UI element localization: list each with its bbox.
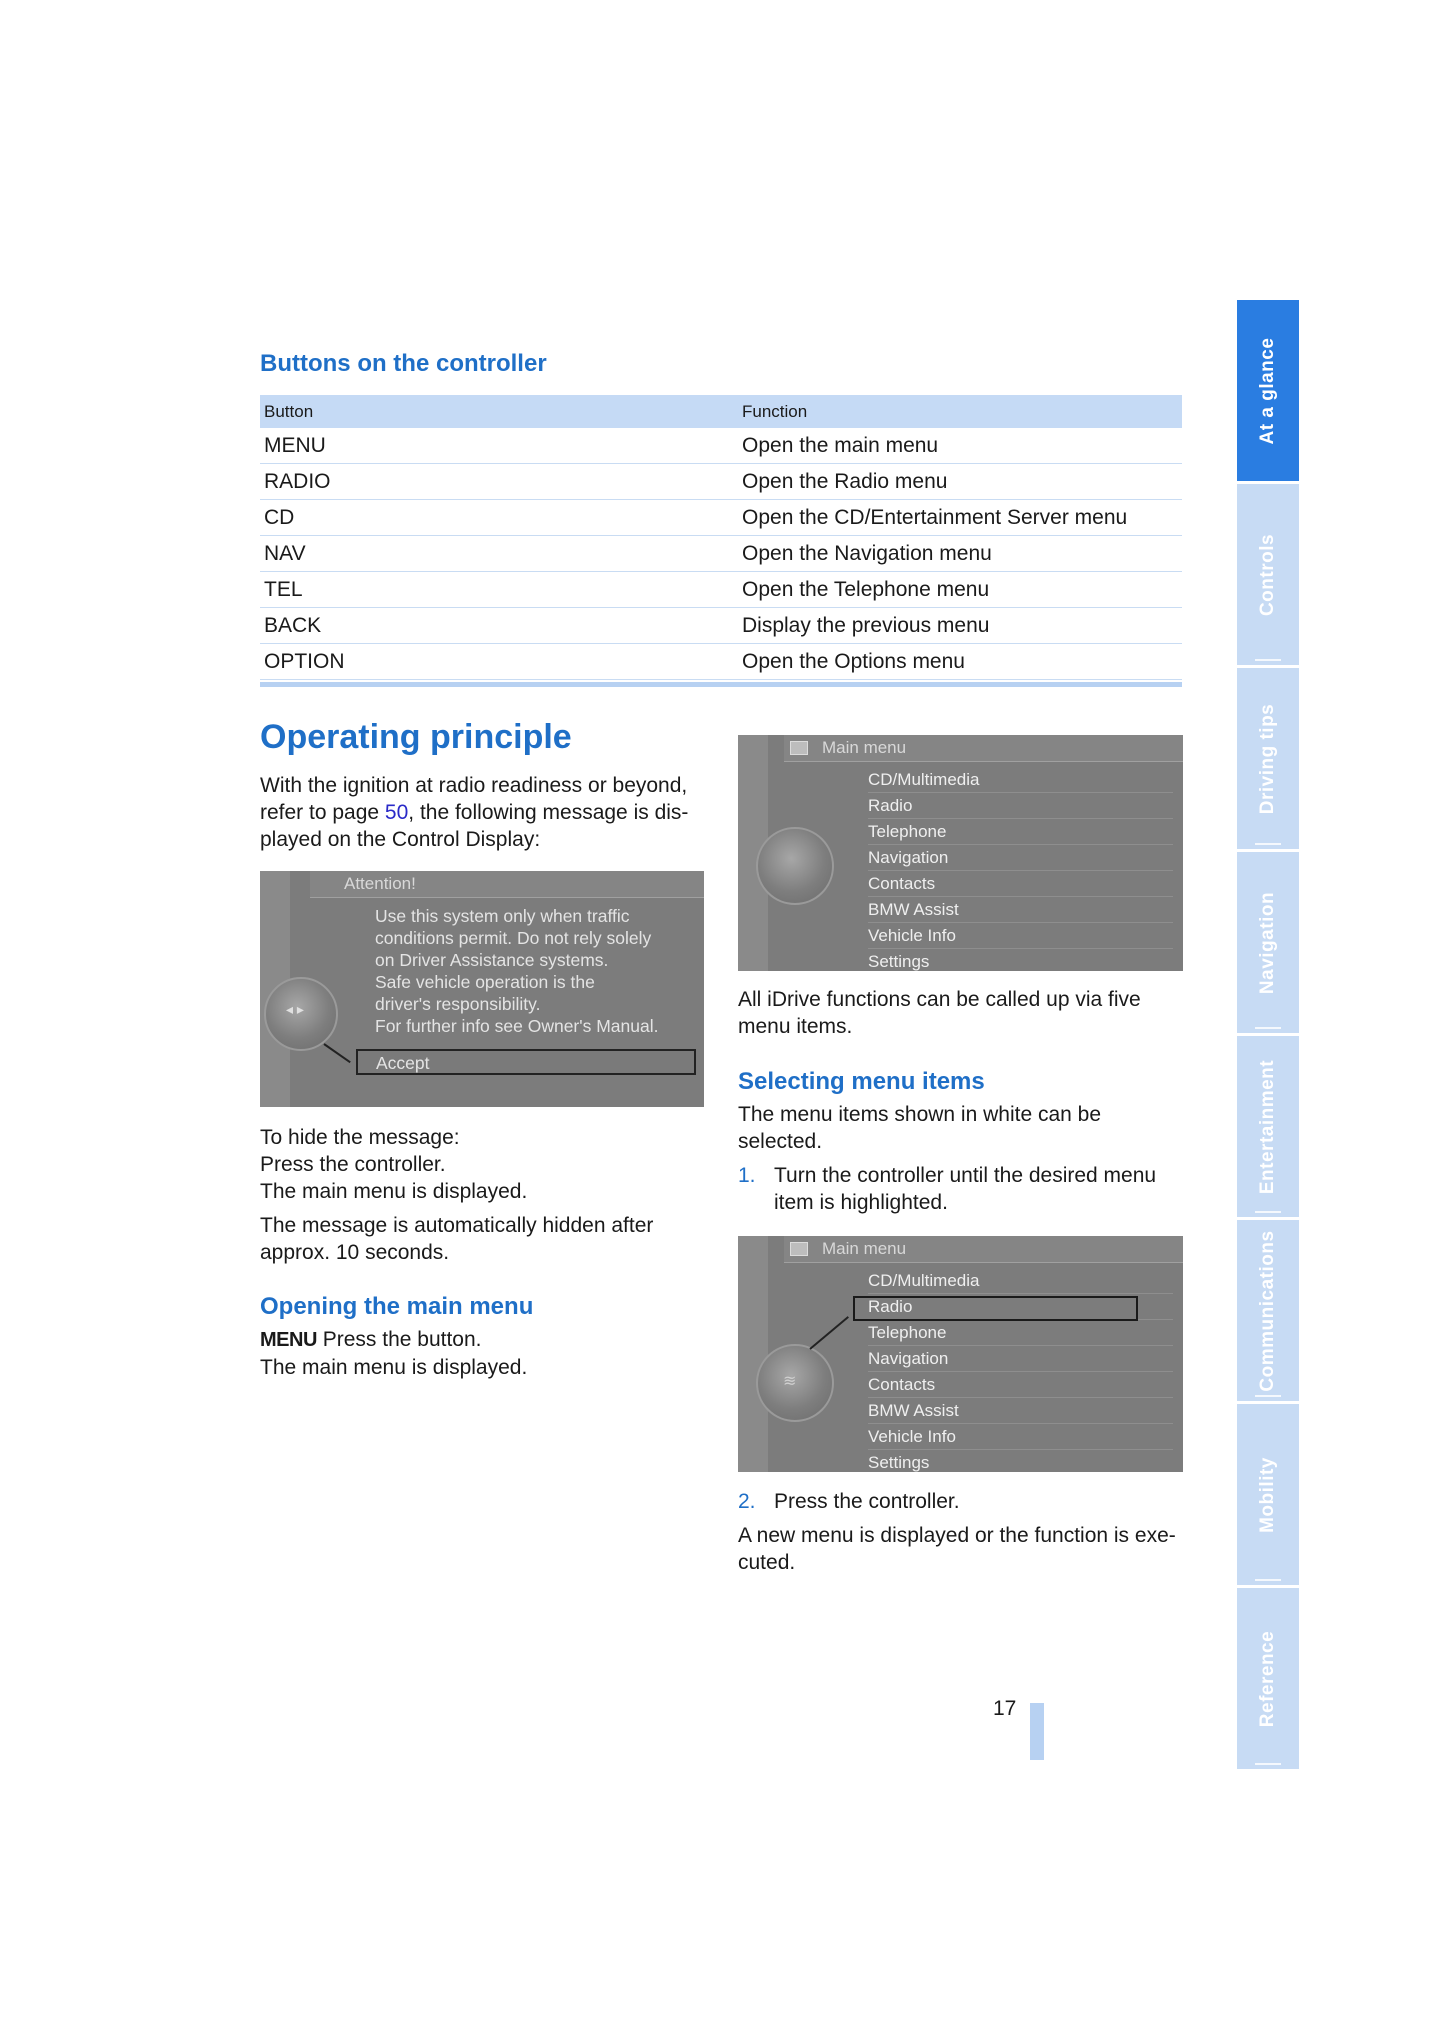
controller-knob-icon [756, 827, 834, 905]
highlight-frame [853, 1296, 1138, 1321]
page-number-bar [1030, 1703, 1044, 1760]
step-1-number: 1. [738, 1164, 756, 1187]
section-heading-controller: Buttons on the controller [260, 350, 547, 377]
auto-hide-note: The message is automatically hidden after approx. 10 seconds. [260, 1214, 654, 1264]
intro-text-b: , the following message is dis-played on the Control Display: [260, 801, 689, 851]
step-2 [738, 1488, 1183, 1515]
function-cell: Open the Navigation menu [742, 541, 992, 565]
side-tab-driving-tips[interactable] [1237, 668, 1299, 852]
menu-item[interactable]: Navigation [868, 1346, 1173, 1372]
side-tab-reference[interactable] [1237, 1588, 1299, 1772]
opening-instructions [260, 1326, 700, 1381]
page-reference-link[interactable]: 50 [384, 801, 409, 824]
main-menu-screen-highlighted-image [738, 1236, 1183, 1472]
table-row [260, 608, 1182, 644]
menu-item[interactable]: BMW Assist [868, 897, 1173, 923]
main-menu-title: Main menu [822, 738, 907, 757]
attention-line: conditions permit. Do not rely solely [375, 928, 652, 948]
knob-arrows-icon: ◂ ▸ [286, 1001, 304, 1017]
function-cell: Display the previous menu [742, 613, 990, 637]
menu-item[interactable]: Radio [868, 793, 1173, 819]
function-cell: Open the CD/Entertainment Server menu [742, 505, 1128, 529]
main-menu-screen-image [738, 735, 1183, 971]
hide-line: Press the controller. [260, 1153, 446, 1176]
menu-item[interactable]: CD/Multimedia [868, 1268, 1173, 1294]
side-tab-navigation[interactable] [1237, 852, 1299, 1036]
tab-divider [1255, 1763, 1281, 1765]
step-1-text: Turn the controller until the desired menu item is highlighted. [774, 1164, 1157, 1214]
function-cell: Open the Telephone menu [742, 577, 990, 601]
function-cell: Open the Radio menu [742, 469, 948, 493]
main-menu-list [868, 767, 1173, 971]
table-bottom-rule [260, 682, 1182, 687]
menu-folder-icon [790, 1242, 808, 1256]
side-tab-label: At a glance [1257, 337, 1278, 444]
step-2-text: Press the controller. [774, 1490, 960, 1513]
menu-item[interactable]: Telephone [868, 1320, 1173, 1346]
button-name-cell: NAV [264, 541, 306, 565]
side-tab-label: Reference [1257, 1630, 1278, 1727]
side-tab-label: Mobility [1257, 1456, 1278, 1533]
attention-line: on Driver Assistance systems. [375, 950, 609, 970]
section-heading-operating-principle: Operating principle [260, 718, 572, 756]
menu-item[interactable]: Contacts [868, 1372, 1173, 1398]
result-text: A new menu is displayed or the function is exe-cuted. [738, 1524, 1176, 1574]
menu-folder-icon [790, 741, 808, 755]
pointer-line [323, 1043, 350, 1063]
wave-icon: ≋ [783, 1373, 797, 1390]
table-row [260, 464, 1182, 500]
table-row [260, 572, 1182, 608]
accept-label: Accept [376, 1053, 430, 1073]
operating-intro [260, 772, 700, 853]
main-menu-displayed-text: The main menu is displayed. [260, 1356, 528, 1379]
table-row [260, 644, 1182, 680]
tab-divider [1255, 1579, 1281, 1581]
side-tab-entertainment[interactable] [1237, 1036, 1299, 1220]
button-name-cell: RADIO [264, 469, 331, 493]
menu-item[interactable]: Radio [868, 1294, 1173, 1320]
hide-message-instructions [260, 1124, 700, 1205]
menu-item[interactable]: Navigation [868, 845, 1173, 871]
menu-item[interactable]: Contacts [868, 871, 1173, 897]
table-row [260, 536, 1182, 572]
menu-item[interactable]: BMW Assist [868, 1398, 1173, 1424]
side-tab-mobility[interactable] [1237, 1404, 1299, 1588]
tab-divider [1255, 843, 1281, 845]
tab-divider [1255, 1211, 1281, 1213]
table-row [260, 428, 1182, 464]
button-name-cell: CD [264, 505, 295, 529]
side-tab-label: Navigation [1257, 891, 1278, 994]
column-header-button: Button [264, 401, 314, 421]
menu-item[interactable]: Vehicle Info [868, 923, 1173, 949]
page-number: 17 [993, 1697, 1017, 1720]
screen-side-bezel [738, 1236, 768, 1472]
press-button-text: Press the button. [316, 1328, 482, 1351]
section-heading-selecting-menu-items: Selecting menu items [738, 1068, 985, 1095]
tab-divider [1255, 1395, 1281, 1397]
step-2-number: 2. [738, 1490, 756, 1513]
side-tab-bar [1237, 300, 1299, 1772]
side-tab-controls[interactable] [1237, 484, 1299, 668]
attention-line: For further info see Owner's Manual. [375, 1016, 659, 1036]
menu-item[interactable]: Vehicle Info [868, 1424, 1173, 1450]
side-tab-label: Driving tips [1257, 703, 1278, 814]
side-tab-label: Controls [1257, 533, 1278, 616]
attention-line: Safe vehicle operation is the [375, 972, 595, 992]
step-1 [738, 1162, 1183, 1216]
hide-line: To hide the message: [260, 1126, 460, 1149]
button-name-cell: BACK [264, 613, 322, 637]
intro-text-a: With the ignition at radio readiness or beyond, refer to page [260, 774, 688, 824]
selecting-intro: The menu items shown in white can be selected. [738, 1103, 1102, 1153]
button-name-cell: TEL [264, 577, 303, 601]
all-functions-text: All iDrive functions can be called up via five menu items. [738, 988, 1141, 1038]
side-tab-at-a-glance[interactable] [1237, 300, 1299, 484]
controller-buttons-table [260, 395, 1182, 687]
tab-divider [1255, 659, 1281, 661]
side-tab-communications[interactable] [1237, 1220, 1299, 1404]
side-tab-label: Communications [1257, 1229, 1278, 1392]
attention-line: driver's responsibility. [375, 994, 541, 1014]
menu-item[interactable]: Settings [868, 949, 1173, 971]
button-name-cell: MENU [264, 433, 326, 457]
menu-button-glyph: MENU [260, 1329, 317, 1351]
attention-message-lines [375, 905, 658, 1037]
function-cell: Open the Options menu [742, 649, 965, 673]
column-header-function: Function [742, 401, 808, 421]
tab-divider [1255, 1027, 1281, 1029]
button-name-cell: OPTION [264, 649, 345, 673]
attention-title: Attention! [344, 874, 416, 893]
section-heading-opening-main-menu: Opening the main menu [260, 1293, 534, 1320]
table-header [260, 395, 1182, 428]
attention-screen-image [260, 871, 704, 1107]
hide-line: The main menu is displayed. [260, 1180, 528, 1203]
menu-item[interactable]: Settings [868, 1450, 1173, 1472]
attention-line: Use this system only when traffic [375, 906, 630, 926]
function-cell: Open the main menu [742, 433, 939, 457]
accept-button[interactable] [356, 1049, 696, 1075]
menu-item[interactable]: CD/Multimedia [868, 767, 1173, 793]
menu-item[interactable]: Telephone [868, 819, 1173, 845]
table-row [260, 500, 1182, 536]
side-tab-label: Entertainment [1257, 1059, 1278, 1194]
main-menu-title: Main menu [822, 1239, 907, 1258]
pointer-line [809, 1316, 849, 1350]
